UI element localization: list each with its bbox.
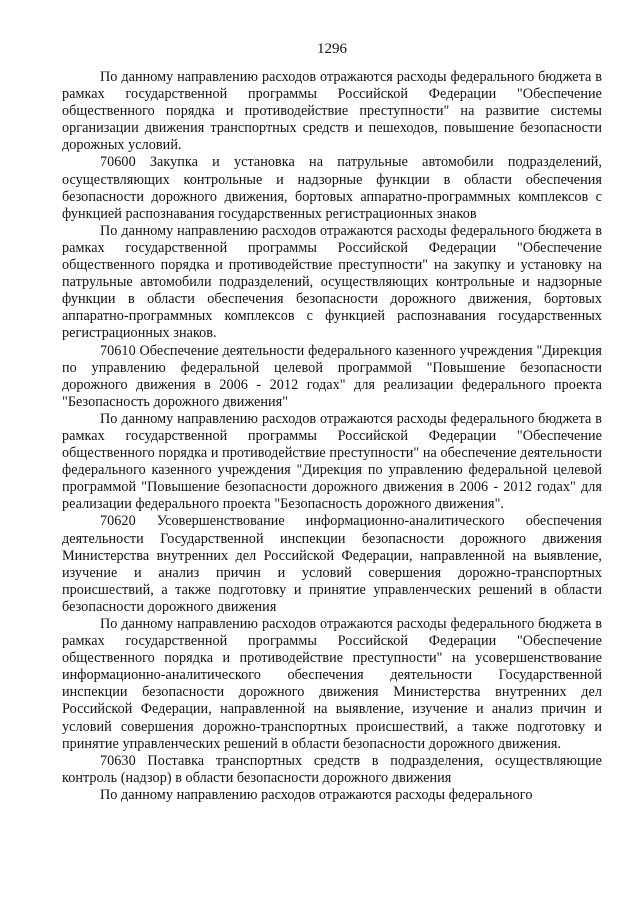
paragraph-expense-description-truncated: По данному направлению расходов отражаются расходы федерального [100,786,533,803]
paragraph-expense-description: По данному направлению расходов отражаются расходы федерального бюджета в рамках государственной программы Российской Федерации "Обеспечение общественного порядка и противодействие преступности" на обеспечение деятельности федерального казенного учреждения "Дирекция по управлению федеральной целевой программой "Повышение безопасности дорожного движения в 2006 - 2012 годах" для реализации федерального проекта "Безопасность дорожного движения". [62,410,602,513]
paragraph-code-70620: 70620 Усовершенствование информационно-аналитического обеспечения деятельности Государственной инспекции безопасности дорожного движения Министерства внутренних дел Российской Федерации, направленной на выявление, изучение и анализ причин и условий совершения дорожно-транспортных происшествий, а также подготовку и принятие управленческих решений в области безопасности дорожного движения [62,513,602,615]
paragraph-expense-description: По данному направлению расходов отражаются расходы федерального бюджета в рамках государственной программы Российской Федерации "Обеспечение общественного порядка и противодействие преступности" на развитие системы организации движения транспортных средств и пешеходов, повышение безопасности дорожных условий. [62,69,602,154]
paragraph-expense-description: По данному направлению расходов отражаются расходы федерального бюджета в рамках государственной программы Российской Федерации "Обеспечение общественного порядка и противодействие преступности" на усовершенствование информационно-аналитического обеспечения деятельности Государственной инспекции безопасности дорожного движения Министерства внутренних дел Российской Федерации, направленной на выявление, изучение и анализ причин и условий совершения дорожно-транспортных происшествий, а также подготовку и принятие управленческих решений в области безопасности дорожного движения. [62,616,602,752]
paragraph-expense-description: По данному направлению расходов отражаются расходы федерального бюджета в рамках государственной программы Российской Федерации "Обеспечение общественного порядка и противодействие преступности" на закупку и установку на патрульные автомобили подразделений, осуществляющих контрольные и надзорные функции в области обеспечения безопасности дорожного движения, бортовых аппаратно-программных комплексов с функцией распознавания государственных регистрационных знаков. [62,222,602,342]
document-body [62,69,602,804]
paragraph-code-70630: 70630 Поставка транспортных средств в подразделения, осуществляющие контроль (надзор) в области безопасности дорожного движения [62,752,602,786]
page-number: 1296 [317,41,347,57]
paragraph-code-70600: 70600 Закупка и установка на патрульные автомобили подразделений, осуществляющих контрольные и надзорные функции в области обеспечения безопасности дорожного движения, бортовых аппаратно-программных комплексов с функцией распознавания государственных регистрационных знаков [62,154,602,222]
paragraph-code-70610: 70610 Обеспечение деятельности федерального казенного учреждения "Дирекция по управлению федеральной целевой программой "Повышение безопасности дорожного движения в 2006 - 2012 годах" для реализации федерального проекта "Безопасность дорожного движения" [62,342,602,410]
